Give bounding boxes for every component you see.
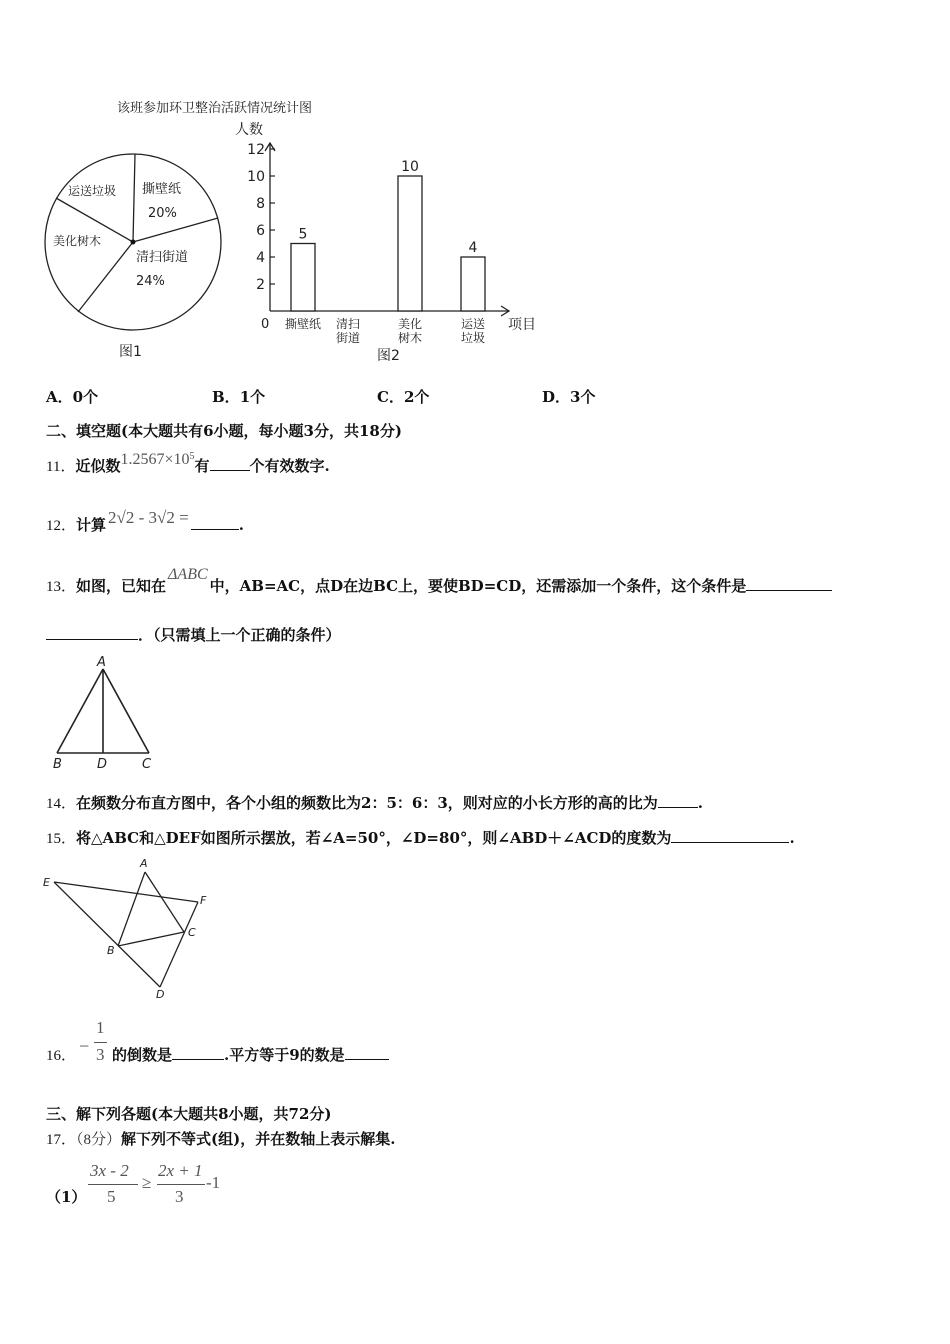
question-17-part-1: （1） 3x - 2 5 ≥ 2x + 1 3 -1 xyxy=(46,1161,221,1206)
question-15: 15．将△ABC和△DEF如图所示摆放，若∠A=50°，∠D=80°，则∠ABD＋∠ACD的度数为 . xyxy=(46,829,795,847)
y-tick-label: 4 xyxy=(256,250,265,266)
category-label: 运送 xyxy=(460,317,486,331)
segment-ef xyxy=(54,882,198,902)
question-13: 13．如图，已知在ΔABC中，AB=AC，点D在边BC上，要使BD=CD，还需添加一个条件，这个条件是 xyxy=(46,575,832,596)
bar-chart-caption: 图2 xyxy=(377,348,400,364)
bar xyxy=(291,244,315,312)
point-label-c: C xyxy=(142,757,152,772)
origin-label: 0 xyxy=(261,317,270,332)
segment-ab xyxy=(57,669,103,753)
question-12: 12．计算 2√2 - 3√2 = . xyxy=(46,508,244,534)
question-11: 11．近似数$1.2567\times 10^5$有 个有效数字. xyxy=(46,451,330,475)
question-16: 16． − 1 3 的倒数是 .平方等于9的数是 xyxy=(46,1018,466,1070)
question-14: 14．在频数分布直方图中，各个小组的频数比为2：5：6：3，则对应的小长方形的高的比为 . xyxy=(46,794,704,812)
option-a: A．0个 xyxy=(46,388,99,406)
bar-value-label: 4 xyxy=(468,240,478,256)
y-tick-label: 12 xyxy=(247,142,265,158)
bar-chart xyxy=(225,118,555,368)
bar-value-label: 5 xyxy=(298,226,308,243)
point-label-b: B xyxy=(53,757,62,772)
segment-ab xyxy=(118,872,145,946)
category-label: 撕壁纸 xyxy=(284,317,322,331)
point-label-d: D xyxy=(97,757,108,772)
point-label-f: F xyxy=(200,894,207,907)
pie-divider xyxy=(78,242,133,312)
pie-label-yunsong: 运送垃圾 xyxy=(68,184,117,198)
triangles-abc-def-figure xyxy=(40,852,220,1002)
pie-label-meihua: 美化树木 xyxy=(53,234,102,248)
point-label-a: A xyxy=(140,857,148,870)
category-label: 树木 xyxy=(397,331,423,345)
point-label-b: B xyxy=(107,944,115,957)
point-label-c: C xyxy=(188,926,196,939)
pie-label-qingsao: 清扫街道 xyxy=(136,250,189,265)
segment-fd xyxy=(160,902,198,987)
category-label: 街道 xyxy=(335,331,361,345)
pie-divider xyxy=(133,218,218,242)
y-tick-label: 10 xyxy=(247,169,265,185)
question-13-line2: ．（只需填上一个正确的条件） xyxy=(46,624,341,645)
category-label: 垃圾 xyxy=(460,331,486,345)
section-2-title: 二、填空题(本大题共有6小题，每小题3分，共18分) xyxy=(46,422,402,440)
pie-center-dot xyxy=(131,240,136,245)
category-label: 美化 xyxy=(397,317,423,331)
segment-ac xyxy=(103,669,149,753)
triangle-abc-figure xyxy=(46,652,166,774)
y-tick-label: 2 xyxy=(256,277,265,293)
y-tick-label: 6 xyxy=(256,223,265,239)
section-3-title: 三、解下列各题(本大题共8小题，共72分) xyxy=(46,1105,332,1123)
bar-value-label: 10 xyxy=(401,159,419,175)
pie-pct-sibizhi: 20% xyxy=(148,206,177,221)
pie-pct-qingsao: 24% xyxy=(136,274,165,289)
option-c: C．2个 xyxy=(377,388,430,406)
pie-divider xyxy=(133,154,135,242)
option-b: B．1个 xyxy=(212,388,266,406)
category-label: 清扫 xyxy=(335,317,361,331)
pie-caption: 图1 xyxy=(119,344,142,360)
point-label-a: A xyxy=(97,655,106,670)
pie-label-sibizhi: 撕壁纸 xyxy=(142,182,182,197)
segment-ed xyxy=(54,882,160,987)
point-label-e: E xyxy=(43,876,50,889)
bar xyxy=(461,257,485,311)
pie-chart xyxy=(40,150,230,365)
y-tick-label: 8 xyxy=(256,196,265,212)
segment-bc xyxy=(118,932,184,946)
option-d: D．3个 xyxy=(542,388,596,406)
question-17: 17．（8分）解下列不等式(组)，并在数轴上表示解集. xyxy=(46,1130,396,1148)
point-label-d: D xyxy=(156,988,165,1001)
figure-title: 该班参加环卫整治活跃情况统计图 xyxy=(117,101,313,116)
segment-ac xyxy=(145,872,184,932)
x-axis-label: 项目 xyxy=(508,317,536,333)
y-axis-label: 人数 xyxy=(235,122,263,138)
bar xyxy=(398,176,422,311)
